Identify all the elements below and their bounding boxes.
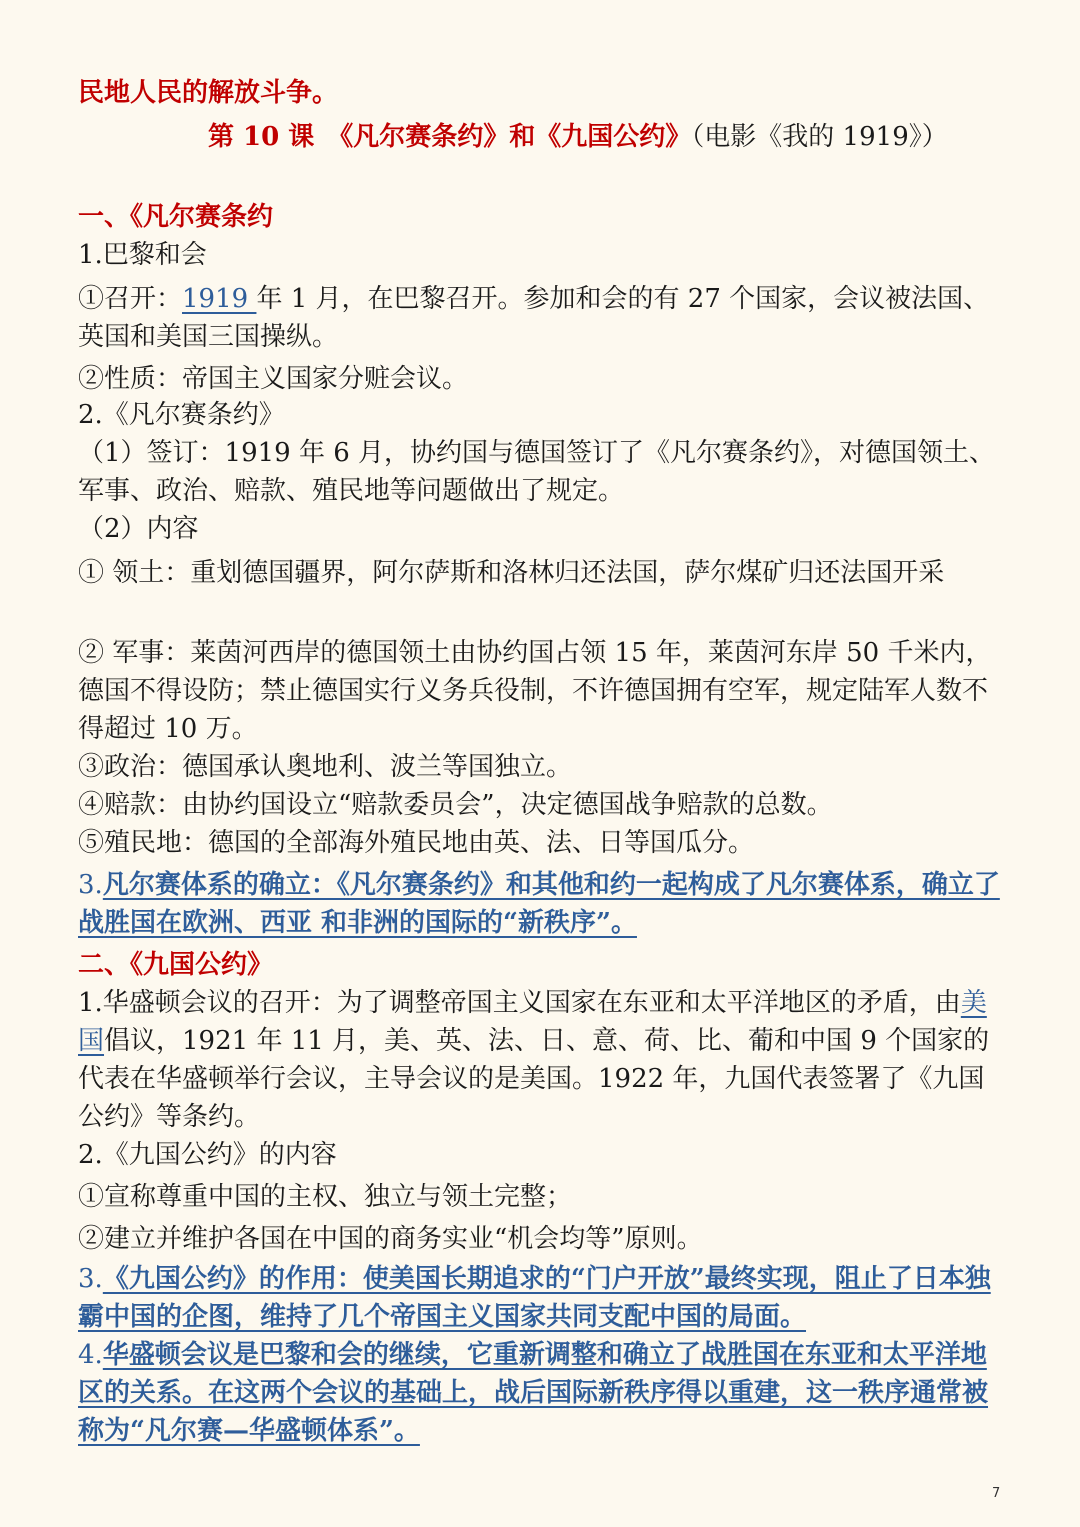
- section1-heading: 一、《凡尔赛条约: [78, 202, 274, 232]
- year-1919-link[interactable]: 1919: [182, 284, 257, 314]
- content-item-territory: ① 领土：重划德国疆界，阿尔萨斯和洛林归还法国，萨尔煤矿归还法国开采: [78, 558, 945, 588]
- section2-sub1: 1.华盛顿会议的召开：为了调整帝国主义国家在东亚和太平洋地区的矛盾，由美国倡议，1921 年 11 月，美、英、法、日、意、荷、比、葡和中国 9 个国家的代表在华盛顿举行会议，主导会议的是美国。1922 年，九国代表签署了《九国公约》等条约。: [78, 988, 990, 1132]
- washington-conference-link[interactable]: 华盛顿会议是巴黎和会的继续，它重新调整和确立了战胜国在东亚和太平洋地区的关系。在这两个会议的基础上，战后国际新秩序得以重建，这一秩序通常被称为“凡尔赛—华盛顿体系”。: [78, 1340, 989, 1446]
- section1-sub1-title: 1.巴黎和会: [78, 240, 207, 270]
- content-item-politics: ③政治：德国承认奥地利、波兰等国独立。: [78, 752, 573, 782]
- previous-section-tail: 民地人民的解放斗争。: [78, 78, 339, 108]
- usa-link[interactable]: 美国: [78, 988, 987, 1056]
- section1-sub1-item1: ①召开：1919 年 1 月，在巴黎召开。参加和会的有 27 个国家，会议被法国、英国和美国三国操纵。: [78, 284, 990, 352]
- nine-power-role-link[interactable]: 《九国公约》的作用：使美国长期追求的“门户开放”最终实现，阻止了日本独霸中国的企图，维持了几个帝国主义国家共同支配中国的局面。: [78, 1264, 991, 1332]
- content-item-reparations: ④赔款：由协约国设立“赔款委员会”，决定德国战争赔款的总数。: [78, 790, 833, 820]
- lesson-title-sub: （电影《我的 1919》）: [691, 122, 948, 152]
- page-number: 7: [992, 1486, 1001, 1501]
- section2-sub2-title: 2.《九国公约》的内容: [78, 1140, 337, 1170]
- section1-sub2-title: 2.《凡尔赛条约》: [78, 400, 285, 430]
- content-item-colonies: ⑤殖民地：德国的全部海外殖民地由英、法、日等国瓜分。: [78, 828, 755, 858]
- section2-sub2-item1: ①宣称尊重中国的主权、独立与领土完整；: [78, 1182, 573, 1212]
- section2-heading: 二、《九国公约》: [78, 950, 274, 980]
- lesson-title: [208, 118, 948, 156]
- section2-sub2-item2: ②建立并维护各国在中国的商务实业“机会均等”原则。: [78, 1224, 703, 1254]
- section1-sub1-item2: ②性质：帝国主义国家分赃会议。: [78, 364, 469, 394]
- section2-sub3: 3.《九国公约》的作用：使美国长期追求的“门户开放”最终实现，阻止了日本独霸中国的企图，维持了几个帝国主义国家共同支配中国的局面。: [78, 1264, 991, 1332]
- content-item-military: ② 军事：莱茵河西岸的德国领土由协约国占领 15 年，莱茵河东岸 50 千米内，德国不得设防；禁止德国实行义务兵役制，不许德国拥有空军，规定陆军人数不得超过 10 万。: [78, 638, 992, 744]
- section1-sub2-para1: （1）签订：1919 年 6 月，协约国与德国签订了《凡尔赛条约》，对德国领土、军事、政治、赔款、殖民地等问题做出了规定。: [78, 438, 996, 506]
- section1-sub2-para2: （2）内容: [78, 514, 199, 544]
- section1-sub3: 3.凡尔赛体系的确立：《凡尔赛条约》和其他和约一起构成了凡尔赛体系，确立了战胜国在欧洲、西亚 和非洲的国际的“新秩序”。: [78, 870, 1000, 938]
- versailles-system-link[interactable]: 凡尔赛体系的确立：《凡尔赛条约》和其他和约一起构成了凡尔赛体系，确立了战胜国在欧洲、西亚 和非洲的国际的“新秩序”。: [78, 870, 1000, 938]
- lesson-title-main: 第 10 课 《凡尔赛条约》和《九国公约》: [208, 122, 692, 152]
- section2-sub4: 4.华盛顿会议是巴黎和会的继续，它重新调整和确立了战胜国在东亚和太平洋地区的关系。在这两个会议的基础上，战后国际新秩序得以重建，这一秩序通常被称为“凡尔赛—华盛顿体系”。: [78, 1340, 989, 1446]
